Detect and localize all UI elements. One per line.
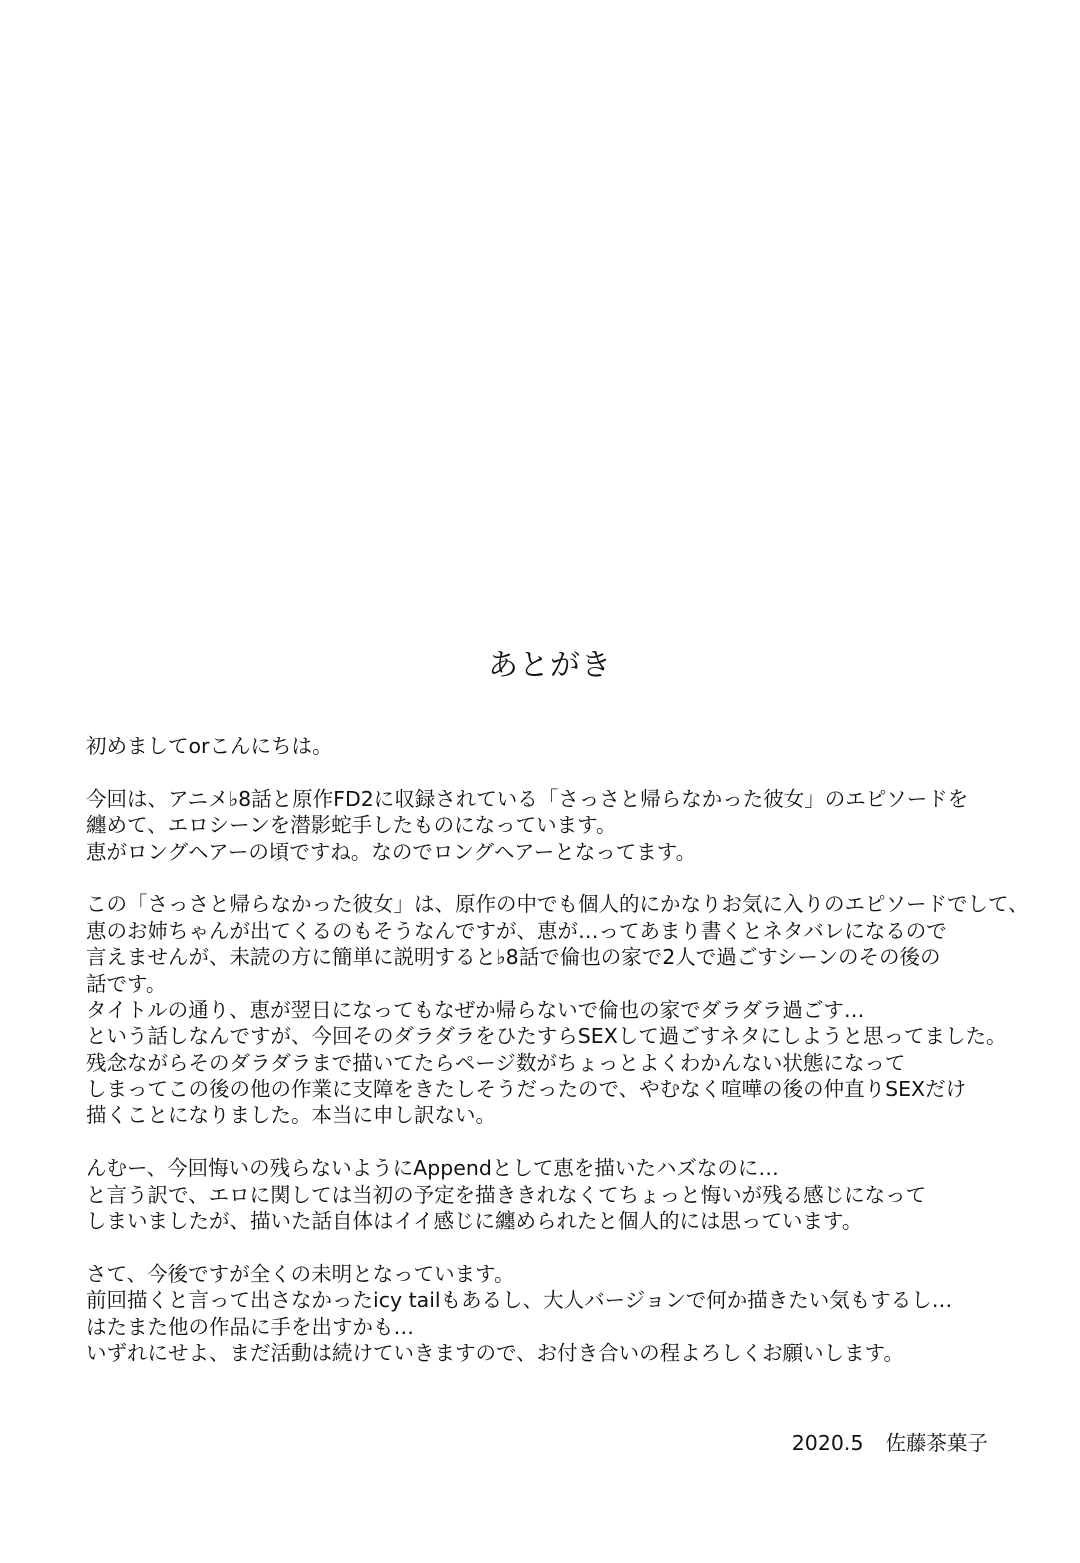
- text-line: はたまた他の作品に手を出すかも…: [86, 1314, 414, 1339]
- text-line: 今回は、アニメ♭8話と原作FD2に収録されている「さっさと帰らなかった彼女」のエピソードを: [86, 786, 969, 811]
- text-line: 初めましてorこんにちは。: [86, 734, 333, 758]
- text-line: 恵のお姉ちゃんが出てくるのもそうなんですが、恵が…ってあまり書くとネタバレになるので: [86, 918, 947, 943]
- text-line: 前回描くと言って出さなかったicy tailもあるし、大人バージョンで何か描きたい気もするし…: [86, 1288, 953, 1313]
- text-line: 纏めて、エロシーンを潜影蛇手したものになっています。: [86, 813, 617, 838]
- afterword-body: [86, 733, 1046, 1366]
- text-line: 話です。: [86, 971, 167, 996]
- paragraph-gap: [86, 865, 1046, 891]
- paragraph-gap: [86, 1234, 1046, 1260]
- text-line: と言う訳で、エロに関しては当初の予定を描ききれなくてちょっと悔いが残る感じになって: [86, 1182, 927, 1207]
- page-title: あとがき: [488, 648, 612, 683]
- text-line: この「さっさと帰らなかった彼女」は、原作の中でも個人的にかなりお気に入りのエピソードでして、: [86, 892, 1029, 917]
- signature-date: 2020.5: [791, 1431, 864, 1455]
- signature: [792, 1429, 988, 1457]
- text-line: 恵がロングヘアーの頃ですね。なのでロングヘアーとなってます。: [86, 839, 697, 864]
- signature-author: 佐藤茶菓子: [885, 1431, 988, 1455]
- paragraph-gap: [86, 1129, 1046, 1155]
- text-line: んむー、今回悔いの残らないようにAppendとして恵を描いたハズなのに…: [86, 1156, 779, 1181]
- text-line: いずれにせよ、まだ活動は続けていきますので、お付き合いの程よろしくお願いします。: [86, 1340, 904, 1365]
- text-line: しまってこの後の他の作業に支障をきたしそうだったので、やむなく喧嘩の後の仲直りSEXだけ: [86, 1077, 967, 1102]
- text-line: さて、今後ですが全くの未明となっています。: [86, 1261, 515, 1286]
- text-line: 描くことになりました。本当に申し訳ない。: [86, 1103, 496, 1128]
- text-line: タイトルの通り、恵が翌日になってもなぜか帰らないで倫也の家でダラダラ過ごす…: [86, 997, 865, 1022]
- text-line: しまいましたが、描いた話自体はイイ感じに纏められたと個人的には思っています。: [86, 1209, 863, 1234]
- paragraph-gap: [86, 759, 1046, 785]
- text-line: 残念ながらそのダラダラまで描いてたらページ数がちょっとよくわかんない状態になって: [86, 1050, 906, 1075]
- text-line: という話しなんですが、今回そのダラダラをひたすらSEXして過ごすネタにしようと思ってました。: [86, 1024, 1007, 1049]
- text-line: 言えませんが、未読の方に簡単に説明すると♭8話で倫也の家で2人で過ごすシーンのその後の: [86, 945, 941, 970]
